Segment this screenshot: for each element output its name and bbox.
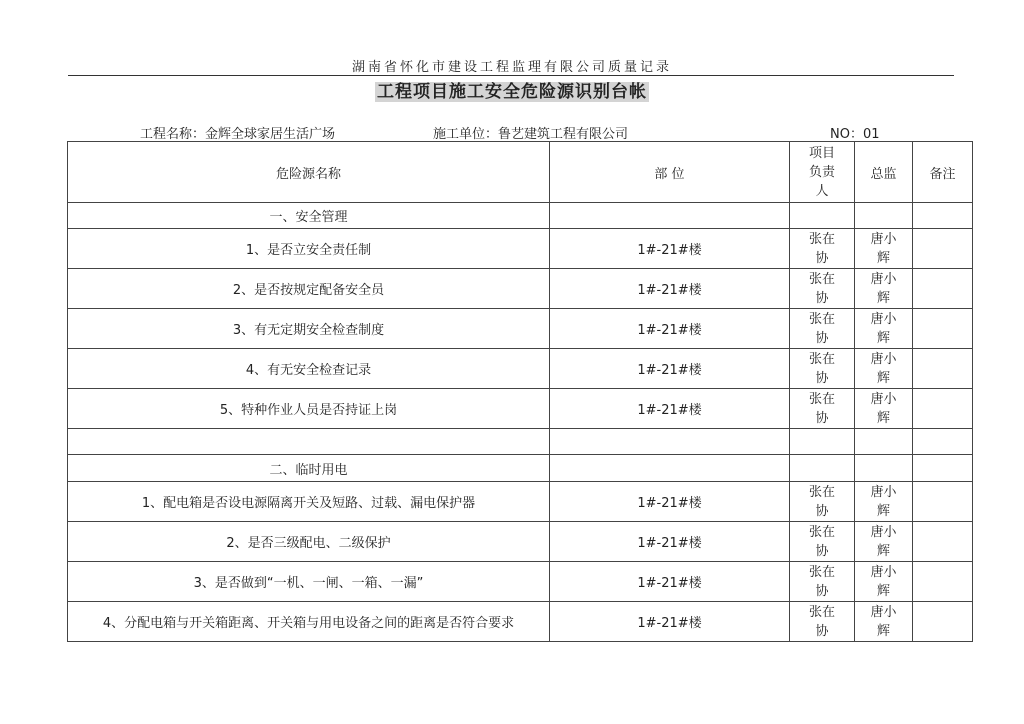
table-cell — [790, 455, 855, 482]
remark-cell — [913, 269, 973, 309]
hazard-location: 1#-21#楼 — [550, 229, 790, 269]
table-row — [68, 349, 973, 389]
supervisor-line2: 辉 — [876, 250, 890, 266]
hazard-name: 1、是否立安全责任制 — [68, 229, 550, 269]
hazard-location: 1#-21#楼 — [550, 309, 790, 349]
table-cell — [913, 203, 973, 229]
chief-supervisor — [855, 269, 913, 309]
header-divider — [68, 75, 954, 76]
remark-cell — [913, 349, 973, 389]
table-row — [68, 269, 973, 309]
header-project-manager — [790, 142, 855, 203]
supervisor-line2: 辉 — [876, 623, 890, 639]
manager-line1: 张在 — [808, 391, 835, 407]
section-title-temporary-power: 二、临时用电 — [68, 455, 550, 482]
hazard-name: 1、配电箱是否设电源隔离开关及短路、过载、漏电保护器 — [68, 482, 550, 522]
hazard-name: 2、是否按规定配备安全员 — [68, 269, 550, 309]
manager-line1: 张在 — [808, 524, 835, 540]
blank-row — [68, 429, 973, 455]
table-cell — [790, 429, 855, 455]
construction-unit: 施工单位：鲁艺建筑工程有限公司 — [433, 127, 629, 142]
section-row — [68, 203, 973, 229]
supervisor-line1: 唐小 — [870, 524, 897, 540]
supervisor-line2: 辉 — [876, 330, 890, 346]
hazard-name: 3、是否做到“一机、一闸、一箱、一漏” — [68, 562, 550, 602]
project-manager — [790, 482, 855, 522]
supervisor-line1: 唐小 — [870, 311, 897, 327]
supervisor-line1: 唐小 — [870, 604, 897, 620]
supervisor-line2: 辉 — [876, 290, 890, 306]
hazard-location: 1#-21#楼 — [550, 562, 790, 602]
remark-cell — [913, 482, 973, 522]
supervisor-line2: 辉 — [876, 370, 890, 386]
supervisor-line2: 辉 — [876, 583, 890, 599]
table-cell — [68, 429, 550, 455]
chief-supervisor — [855, 389, 913, 429]
hazard-ledger-table — [67, 141, 973, 642]
chief-supervisor — [855, 229, 913, 269]
hazard-location: 1#-21#楼 — [550, 349, 790, 389]
organization-header: 湖南省怀化市建设工程监理有限公司质量记录 — [351, 60, 672, 75]
section-row — [68, 455, 973, 482]
table-header-row — [68, 142, 973, 203]
table-row — [68, 389, 973, 429]
section-title-safety-management: 一、安全管理 — [68, 203, 550, 229]
manager-line2: 协 — [815, 290, 829, 306]
manager-line2: 协 — [815, 410, 829, 426]
remark-cell — [913, 389, 973, 429]
remark-cell — [913, 562, 973, 602]
hazard-name: 5、特种作业人员是否持证上岗 — [68, 389, 550, 429]
project-manager — [790, 562, 855, 602]
record-number: NO：01 — [830, 127, 880, 142]
header-manager-line1: 项目 — [808, 145, 835, 161]
manager-line1: 张在 — [808, 271, 835, 287]
hazard-name: 4、分配电箱与开关箱距离、开关箱与用电设备之间的距离是否符合要求 — [68, 602, 550, 642]
hazard-name: 2、是否三级配电、二级保护 — [68, 522, 550, 562]
table-cell — [550, 203, 790, 229]
chief-supervisor — [855, 602, 913, 642]
supervisor-line1: 唐小 — [870, 564, 897, 580]
project-manager — [790, 349, 855, 389]
manager-line1: 张在 — [808, 484, 835, 500]
table-cell — [550, 455, 790, 482]
table-cell — [855, 455, 913, 482]
manager-line1: 张在 — [808, 311, 835, 327]
project-name: 工程名称：金辉全球家居生活广场 — [140, 127, 336, 142]
supervisor-line1: 唐小 — [870, 484, 897, 500]
project-manager — [790, 229, 855, 269]
table-cell — [550, 429, 790, 455]
supervisor-line1: 唐小 — [870, 351, 897, 367]
manager-line2: 协 — [815, 503, 829, 519]
hazard-location: 1#-21#楼 — [550, 269, 790, 309]
supervisor-line2: 辉 — [876, 410, 890, 426]
document-title-text: 工程项目施工安全危险源识别台帐 — [377, 82, 647, 102]
table-row — [68, 562, 973, 602]
manager-line2: 协 — [815, 543, 829, 559]
supervisor-line2: 辉 — [876, 503, 890, 519]
table-row — [68, 482, 973, 522]
hazard-name: 3、有无定期安全检查制度 — [68, 309, 550, 349]
header-manager-line2: 负责 — [808, 164, 835, 180]
table-cell — [790, 203, 855, 229]
remark-cell — [913, 522, 973, 562]
header-remark: 备注 — [913, 142, 973, 203]
manager-line1: 张在 — [808, 564, 835, 580]
supervisor-line1: 唐小 — [870, 271, 897, 287]
manager-line1: 张在 — [808, 231, 835, 247]
hazard-name: 4、有无安全检查记录 — [68, 349, 550, 389]
project-manager — [790, 602, 855, 642]
hazard-location: 1#-21#楼 — [550, 522, 790, 562]
table-row — [68, 522, 973, 562]
manager-line2: 协 — [815, 583, 829, 599]
header-manager-line3: 人 — [815, 183, 829, 199]
remark-cell — [913, 309, 973, 349]
remark-cell — [913, 229, 973, 269]
header-location: 部 位 — [550, 142, 790, 203]
manager-line2: 协 — [815, 330, 829, 346]
supervisor-line1: 唐小 — [870, 231, 897, 247]
project-manager — [790, 269, 855, 309]
manager-line2: 协 — [815, 623, 829, 639]
table-cell — [855, 429, 913, 455]
chief-supervisor — [855, 522, 913, 562]
manager-line1: 张在 — [808, 351, 835, 367]
manager-line2: 协 — [815, 370, 829, 386]
manager-line2: 协 — [815, 250, 829, 266]
table-row — [68, 309, 973, 349]
project-manager — [790, 309, 855, 349]
hazard-location: 1#-21#楼 — [550, 389, 790, 429]
supervisor-line2: 辉 — [876, 543, 890, 559]
table-row — [68, 229, 973, 269]
table-cell — [855, 203, 913, 229]
manager-line1: 张在 — [808, 604, 835, 620]
supervisor-line1: 唐小 — [870, 391, 897, 407]
chief-supervisor — [855, 309, 913, 349]
hazard-location: 1#-21#楼 — [550, 482, 790, 522]
table-row — [68, 602, 973, 642]
project-manager — [790, 522, 855, 562]
project-manager — [790, 389, 855, 429]
header-chief-supervisor: 总监 — [855, 142, 913, 203]
document-title — [0, 82, 1024, 102]
chief-supervisor — [855, 349, 913, 389]
chief-supervisor — [855, 562, 913, 602]
header-hazard-name: 危险源名称 — [68, 142, 550, 203]
hazard-location: 1#-21#楼 — [550, 602, 790, 642]
remark-cell — [913, 602, 973, 642]
table-cell — [913, 455, 973, 482]
table-cell — [913, 429, 973, 455]
chief-supervisor — [855, 482, 913, 522]
